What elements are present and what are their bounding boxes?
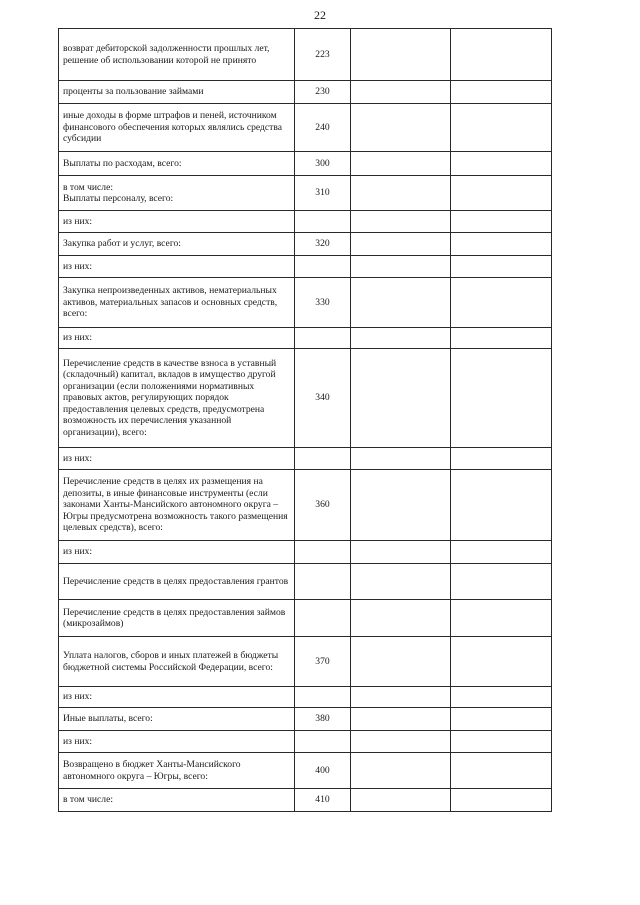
table-row bbox=[59, 211, 552, 233]
value-cell bbox=[351, 564, 451, 600]
row-code: 300 bbox=[295, 152, 351, 176]
value-cell bbox=[451, 708, 552, 731]
value-cell bbox=[351, 233, 451, 256]
row-code bbox=[295, 541, 351, 564]
row-name: возврат дебиторской задолженности прошлых лет, решение об использовании которой не принято bbox=[59, 29, 295, 81]
value-cell bbox=[451, 176, 552, 211]
row-name: в том числе: bbox=[59, 789, 295, 812]
row-name: из них: bbox=[59, 448, 295, 470]
row-name: из них: bbox=[59, 328, 295, 349]
row-code bbox=[295, 211, 351, 233]
table-row bbox=[59, 564, 552, 600]
table-row bbox=[59, 152, 552, 176]
value-cell bbox=[351, 176, 451, 211]
row-code bbox=[295, 731, 351, 753]
row-name: в том числе: Выплаты персоналу, всего: bbox=[59, 176, 295, 211]
row-name: Закупка непроизведенных активов, нематериальных активов, материальных запасов и основных средств, всего: bbox=[59, 278, 295, 328]
row-code: 360 bbox=[295, 470, 351, 541]
row-code: 330 bbox=[295, 278, 351, 328]
row-code: 380 bbox=[295, 708, 351, 731]
value-cell bbox=[451, 81, 552, 104]
table-row bbox=[59, 448, 552, 470]
value-cell bbox=[451, 256, 552, 278]
value-cell bbox=[351, 541, 451, 564]
row-code bbox=[295, 600, 351, 637]
table-row bbox=[59, 29, 552, 81]
table-row bbox=[59, 278, 552, 328]
value-cell bbox=[351, 470, 451, 541]
row-name: Перечисление средств в целях их размещения на депозиты, в иные финансовые инструменты (если законами Ханты-Мансийского автономного округа – Югры предусмотрена возможность такого размещения целевых средств), всего: bbox=[59, 470, 295, 541]
table-row bbox=[59, 637, 552, 687]
row-code bbox=[295, 448, 351, 470]
table-row bbox=[59, 176, 552, 211]
value-cell bbox=[451, 687, 552, 708]
row-code: 310 bbox=[295, 176, 351, 211]
row-name: Перечисление средств в целях предоставления грантов bbox=[59, 564, 295, 600]
value-cell bbox=[351, 328, 451, 349]
value-cell bbox=[451, 789, 552, 812]
page-number: 22 bbox=[314, 8, 326, 22]
row-name: Закупка работ и услуг, всего: bbox=[59, 233, 295, 256]
row-code: 370 bbox=[295, 637, 351, 687]
value-cell bbox=[451, 564, 552, 600]
value-cell bbox=[451, 600, 552, 637]
row-code bbox=[295, 687, 351, 708]
value-cell bbox=[451, 328, 552, 349]
value-cell bbox=[451, 152, 552, 176]
value-cell bbox=[451, 29, 552, 81]
value-cell bbox=[451, 753, 552, 789]
row-code bbox=[295, 328, 351, 349]
value-cell bbox=[451, 104, 552, 152]
row-name: Уплата налогов, сборов и иных платежей в бюджеты бюджетной системы Российской Федерации, всего: bbox=[59, 637, 295, 687]
row-name: Возвращено в бюджет Ханты-Мансийского автономного округа – Югры, всего: bbox=[59, 753, 295, 789]
value-cell bbox=[351, 81, 451, 104]
value-cell bbox=[351, 29, 451, 81]
value-cell bbox=[451, 349, 552, 448]
value-cell bbox=[351, 104, 451, 152]
row-code: 340 bbox=[295, 349, 351, 448]
value-cell bbox=[451, 233, 552, 256]
report-table bbox=[58, 28, 552, 812]
value-cell bbox=[451, 637, 552, 687]
row-code: 223 bbox=[295, 29, 351, 81]
value-cell bbox=[351, 211, 451, 233]
value-cell bbox=[451, 470, 552, 541]
table-row bbox=[59, 81, 552, 104]
value-cell bbox=[351, 256, 451, 278]
value-cell bbox=[451, 278, 552, 328]
row-name: из них: bbox=[59, 256, 295, 278]
value-cell bbox=[351, 637, 451, 687]
row-name: из них: bbox=[59, 687, 295, 708]
row-name: из них: bbox=[59, 731, 295, 753]
value-cell bbox=[351, 753, 451, 789]
value-cell bbox=[351, 448, 451, 470]
table-row bbox=[59, 541, 552, 564]
table-row bbox=[59, 256, 552, 278]
value-cell bbox=[351, 789, 451, 812]
table-row bbox=[59, 708, 552, 731]
table-row bbox=[59, 687, 552, 708]
value-cell bbox=[451, 211, 552, 233]
value-cell bbox=[351, 708, 451, 731]
value-cell bbox=[351, 152, 451, 176]
row-code: 400 bbox=[295, 753, 351, 789]
table-row bbox=[59, 789, 552, 812]
row-name: Перечисление средств в качестве взноса в уставный (складочный) капитал, вкладов в имущество другой организации (если положениями нормативных правовых актов, регулирующих порядок предоставления целевых средств, предусмотрена возможность их перечисления указанной организации), всего: bbox=[59, 349, 295, 448]
value-cell bbox=[351, 278, 451, 328]
value-cell bbox=[351, 731, 451, 753]
row-code: 320 bbox=[295, 233, 351, 256]
value-cell bbox=[451, 448, 552, 470]
table-row bbox=[59, 600, 552, 637]
table-row bbox=[59, 731, 552, 753]
value-cell bbox=[351, 349, 451, 448]
row-name: Выплаты по расходам, всего: bbox=[59, 152, 295, 176]
table-row bbox=[59, 328, 552, 349]
row-name: Перечисление средств в целях предоставления займов (микрозаймов) bbox=[59, 600, 295, 637]
value-cell bbox=[451, 731, 552, 753]
row-code bbox=[295, 564, 351, 600]
row-name: Иные выплаты, всего: bbox=[59, 708, 295, 731]
row-name: из них: bbox=[59, 541, 295, 564]
value-cell bbox=[451, 541, 552, 564]
row-code: 410 bbox=[295, 789, 351, 812]
row-name: иные доходы в форме штрафов и пеней, источником финансового обеспечения которых являлись средства субсидии bbox=[59, 104, 295, 152]
table-row bbox=[59, 349, 552, 448]
value-cell bbox=[351, 687, 451, 708]
row-code: 240 bbox=[295, 104, 351, 152]
table-row bbox=[59, 104, 552, 152]
table-row bbox=[59, 233, 552, 256]
table-row bbox=[59, 470, 552, 541]
table-row bbox=[59, 753, 552, 789]
row-name: проценты за пользование займами bbox=[59, 81, 295, 104]
row-code bbox=[295, 256, 351, 278]
row-name: из них: bbox=[59, 211, 295, 233]
row-code: 230 bbox=[295, 81, 351, 104]
value-cell bbox=[351, 600, 451, 637]
